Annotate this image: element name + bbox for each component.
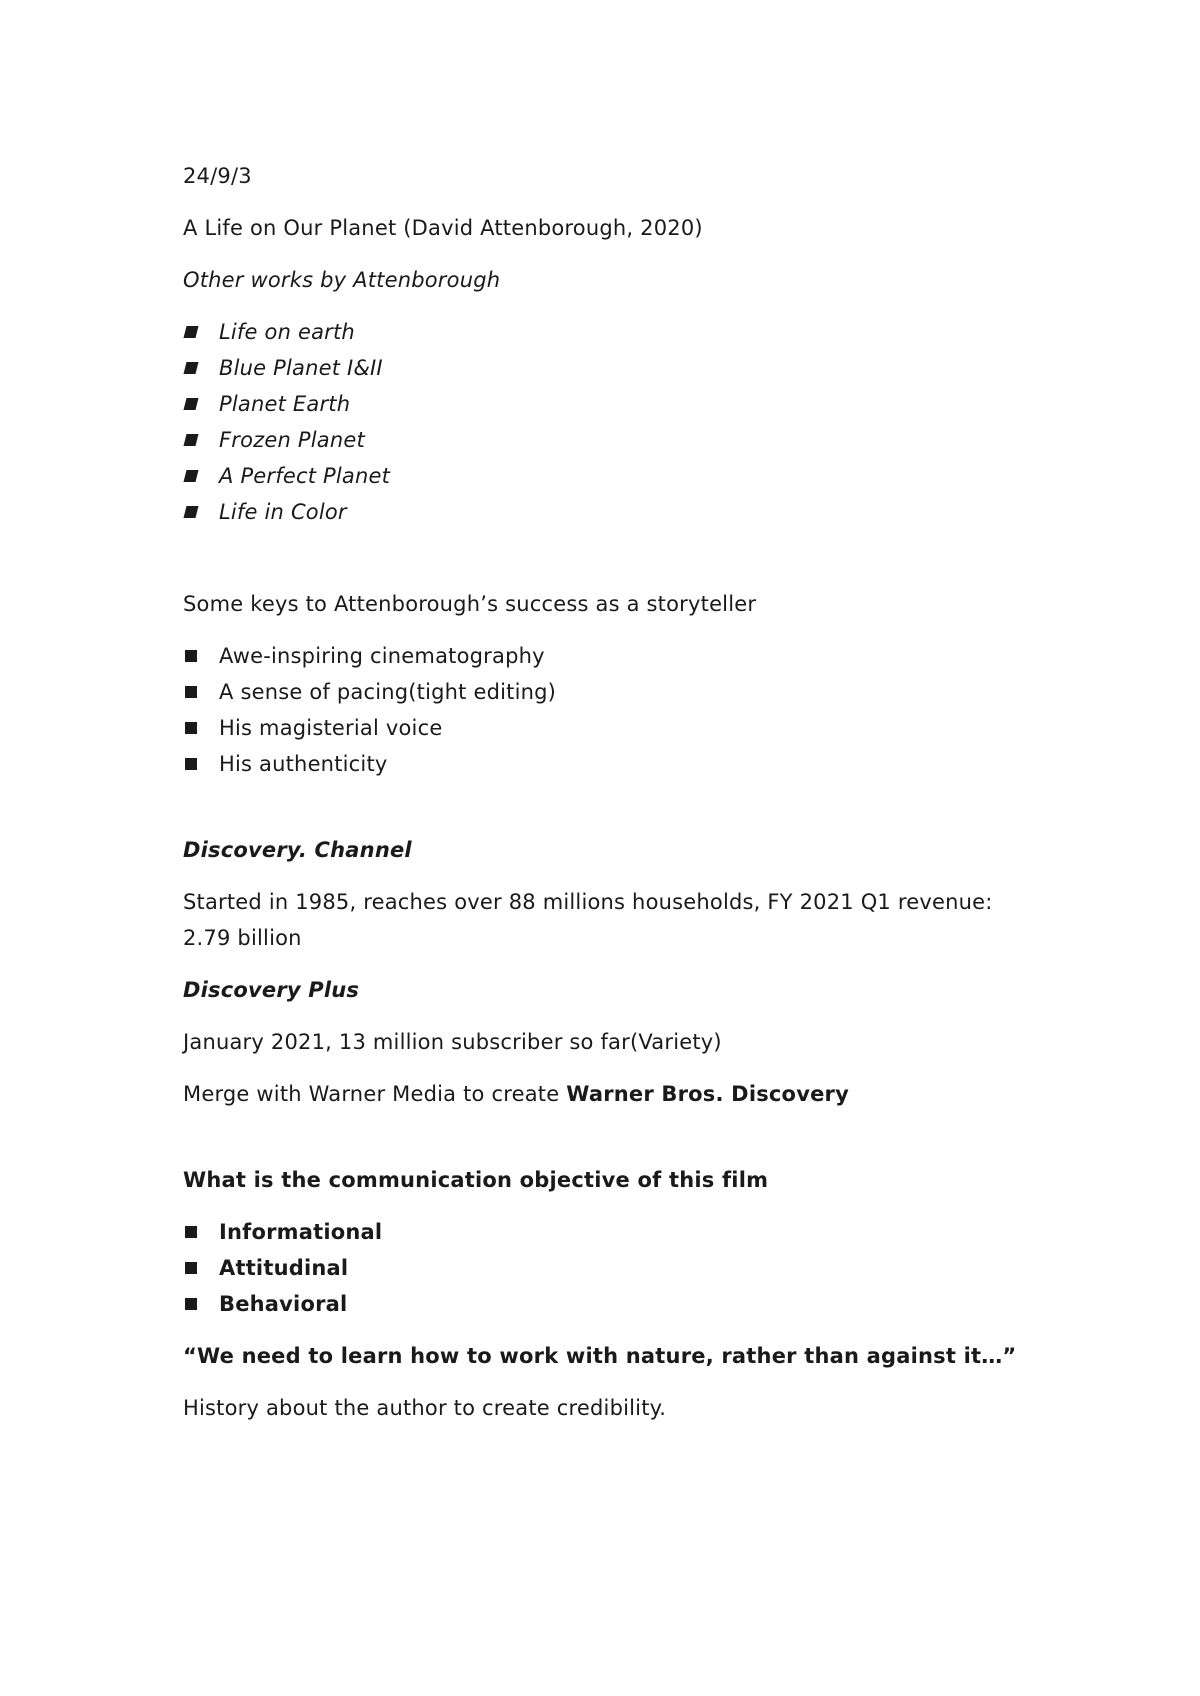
other-works-heading: Other works by Attenborough [183, 268, 501, 292]
list-item: Frozen Planet [183, 422, 1043, 458]
discovery-channel-heading: Discovery. Channel [183, 838, 412, 862]
merge-company: Warner Bros. Discovery [566, 1082, 849, 1106]
square-bullet-icon [185, 650, 197, 662]
list-item: A sense of pacing(tight editing) [183, 674, 1043, 710]
square-bullet-icon [184, 434, 199, 446]
date: 24/9/3 [183, 164, 252, 188]
list-item: Life in Color [183, 494, 1043, 530]
discovery-plus-heading: Discovery Plus [183, 978, 360, 1002]
square-bullet-icon [184, 398, 199, 410]
square-bullet-icon [184, 506, 199, 518]
square-bullet-icon [185, 686, 197, 698]
film-title: A Life on Our Planet (David Attenborough, 2020) [183, 216, 703, 240]
merge-prefix: Merge with Warner Media to create [183, 1082, 567, 1106]
discovery-plus-text: January 2021, 13 million subscriber so far(Variety) [183, 1030, 722, 1054]
list-item: Behavioral [183, 1286, 1043, 1322]
list-item: Informational [183, 1214, 1043, 1250]
keys-list [183, 638, 1043, 782]
list-item: Planet Earth [183, 386, 1043, 422]
square-bullet-icon [184, 326, 199, 338]
square-bullet-icon [184, 470, 199, 482]
objective-heading: What is the communication objective of this film [183, 1168, 769, 1192]
document-page [183, 158, 1043, 1442]
merge-text [183, 1076, 1043, 1112]
list-item: A Perfect Planet [183, 458, 1043, 494]
square-bullet-icon [185, 1298, 197, 1310]
keys-heading: Some keys to Attenborough’s success as a storyteller [183, 592, 757, 616]
square-bullet-icon [185, 722, 197, 734]
square-bullet-icon [185, 758, 197, 770]
list-item: Awe-inspiring cinematography [183, 638, 1043, 674]
objective-list [183, 1214, 1043, 1322]
list-item: Attitudinal [183, 1250, 1043, 1286]
discovery-channel-text: Started in 1985, reaches over 88 millions households, FY 2021 Q1 revenue: 2.79 billion [183, 890, 993, 950]
square-bullet-icon [185, 1262, 197, 1274]
quote: “We need to learn how to work with nature, rather than against it…” [183, 1344, 1017, 1368]
other-works-list [183, 314, 1043, 530]
list-item: His magisterial voice [183, 710, 1043, 746]
list-item: Life on earth [183, 314, 1043, 350]
list-item: His authenticity [183, 746, 1043, 782]
square-bullet-icon [184, 362, 199, 374]
square-bullet-icon [185, 1226, 197, 1238]
closing-text: History about the author to create credibility. [183, 1396, 667, 1420]
list-item: Blue Planet I&II [183, 350, 1043, 386]
